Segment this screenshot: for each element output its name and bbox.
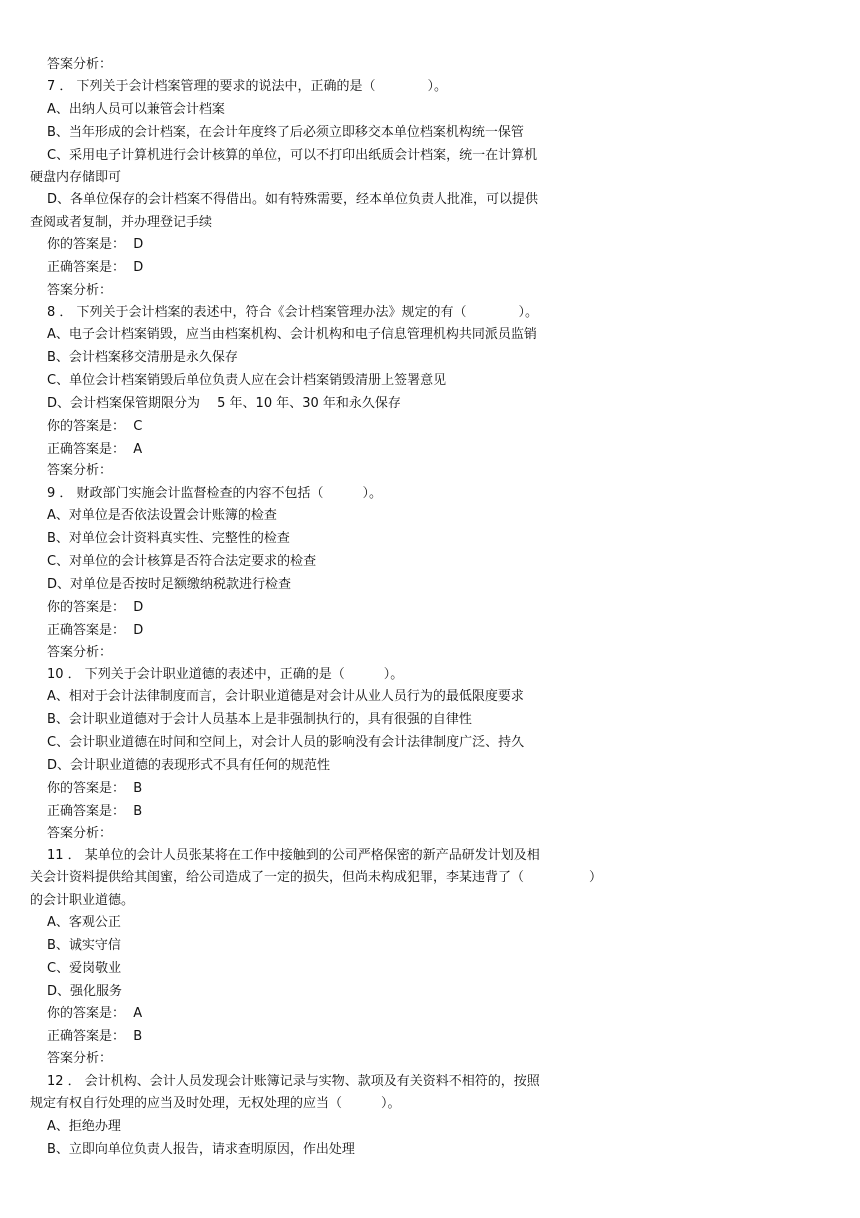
answer-analysis-label: 答案分析： bbox=[47, 283, 113, 298]
correct-answer: 正确答案是： A bbox=[47, 442, 143, 457]
question-8-stem: 8 ． 下列关于会计档案的表述中，符合《会计档案管理办法》规定的有（ ）。 bbox=[47, 305, 539, 320]
option-d: D、强化服务 bbox=[47, 984, 123, 999]
question-12-stem: 12 ． 会计机构、会计人员发现会计账簿记录与实物、款项及有关资料不相符的，按照 bbox=[47, 1074, 540, 1089]
your-answer: 你的答案是： B bbox=[47, 781, 143, 796]
your-answer: 你的答案是： A bbox=[47, 1006, 143, 1021]
correct-answer: 正确答案是： B bbox=[47, 1029, 143, 1044]
your-answer: 你的答案是： D bbox=[47, 237, 144, 252]
correct-answer: 正确答案是： D bbox=[47, 623, 144, 638]
option-b: B、诚实守信 bbox=[47, 938, 121, 953]
correct-answer: 正确答案是： B bbox=[47, 804, 143, 819]
option-a: A、相对于会计法律制度而言，会计职业道德是对会计从业人员行为的最低限度要求 bbox=[47, 689, 524, 704]
text-line: 答案分析： bbox=[47, 57, 113, 72]
question-12-continued: 规定有权自行处理的应当及时处理，无权处理的应当（ ）。 bbox=[30, 1096, 401, 1111]
answer-analysis-label: 答案分析： bbox=[47, 826, 113, 841]
answer-analysis-label: 答案分析： bbox=[47, 645, 113, 660]
answer-analysis-label: 答案分析： bbox=[47, 1051, 113, 1066]
option-c: C、采用电子计算机进行会计核算的单位，可以不打印出纸质会计档案，统一在计算机 bbox=[47, 148, 538, 163]
option-b: B、当年形成的会计档案，在会计年度终了后必须立即移交本单位档案机构统一保管 bbox=[47, 125, 524, 140]
option-c: C、爱岗敬业 bbox=[47, 961, 122, 976]
option-c: C、会计职业道德在时间和空间上，对会计人员的影响没有会计法律制度广泛、持久 bbox=[47, 735, 525, 750]
option-a: A、拒绝办理 bbox=[47, 1119, 121, 1134]
option-a: A、电子会计档案销毁，应当由档案机构、会计机构和电子信息管理机构共同派员监销 bbox=[47, 327, 537, 342]
option-c-continued: 硬盘内存储即可 bbox=[30, 170, 122, 185]
option-b: B、对单位会计资料真实性、完整性的检查 bbox=[47, 531, 290, 546]
option-d: D、各单位保存的会计档案不得借出。如有特殊需要，经本单位负责人批准，可以提供 bbox=[47, 192, 539, 207]
option-b: B、会计档案移交清册是永久保存 bbox=[47, 350, 238, 365]
your-answer: 你的答案是： D bbox=[47, 600, 144, 615]
option-d-continued: 查阅或者复制，并办理登记手续 bbox=[30, 215, 213, 230]
option-d: D、对单位是否按时足额缴纳税款进行检查 bbox=[47, 577, 292, 592]
option-b: B、立即向单位负责人报告，请求查明原因，作出处理 bbox=[47, 1142, 355, 1157]
question-10-stem: 10 ． 下列关于会计职业道德的表述中，正确的是（ ）。 bbox=[47, 667, 404, 682]
option-a: A、出纳人员可以兼管会计档案 bbox=[47, 102, 225, 117]
option-a: A、对单位是否依法设置会计账簿的检查 bbox=[47, 508, 277, 523]
option-c: C、对单位的会计核算是否符合法定要求的检查 bbox=[47, 554, 317, 569]
option-b: B、会计职业道德对于会计人员基本上是非强制执行的，具有很强的自律性 bbox=[47, 712, 472, 727]
option-d: D、会计职业道德的表现形式不具有任何的规范性 bbox=[47, 758, 331, 773]
question-11-continued: 关会计资料提供给其闺蜜，给公司造成了一定的损失，但尚未构成犯罪，李某违背了（ ） bbox=[30, 870, 603, 885]
question-11-continued: 的会计职业道德。 bbox=[30, 893, 135, 908]
option-d: D、会计档案保管期限分为 5 年、10 年、30 年和永久保存 bbox=[47, 396, 401, 411]
answer-analysis-label: 答案分析： bbox=[47, 463, 113, 478]
your-answer: 你的答案是： C bbox=[47, 419, 143, 434]
correct-answer: 正确答案是： D bbox=[47, 260, 144, 275]
question-7-stem: 7 ． 下列关于会计档案管理的要求的说法中，正确的是（ ）。 bbox=[47, 79, 448, 94]
question-9-stem: 9 ． 财政部门实施会计监督检查的内容不包括（ ）。 bbox=[47, 486, 383, 501]
option-a: A、客观公正 bbox=[47, 915, 121, 930]
option-c: C、单位会计档案销毁后单位负责人应在会计档案销毁清册上签署意见 bbox=[47, 373, 447, 388]
question-11-stem: 11 ． 某单位的会计人员张某将在工作中接触到的公司严格保密的新产品研发计划及相 bbox=[47, 848, 540, 863]
